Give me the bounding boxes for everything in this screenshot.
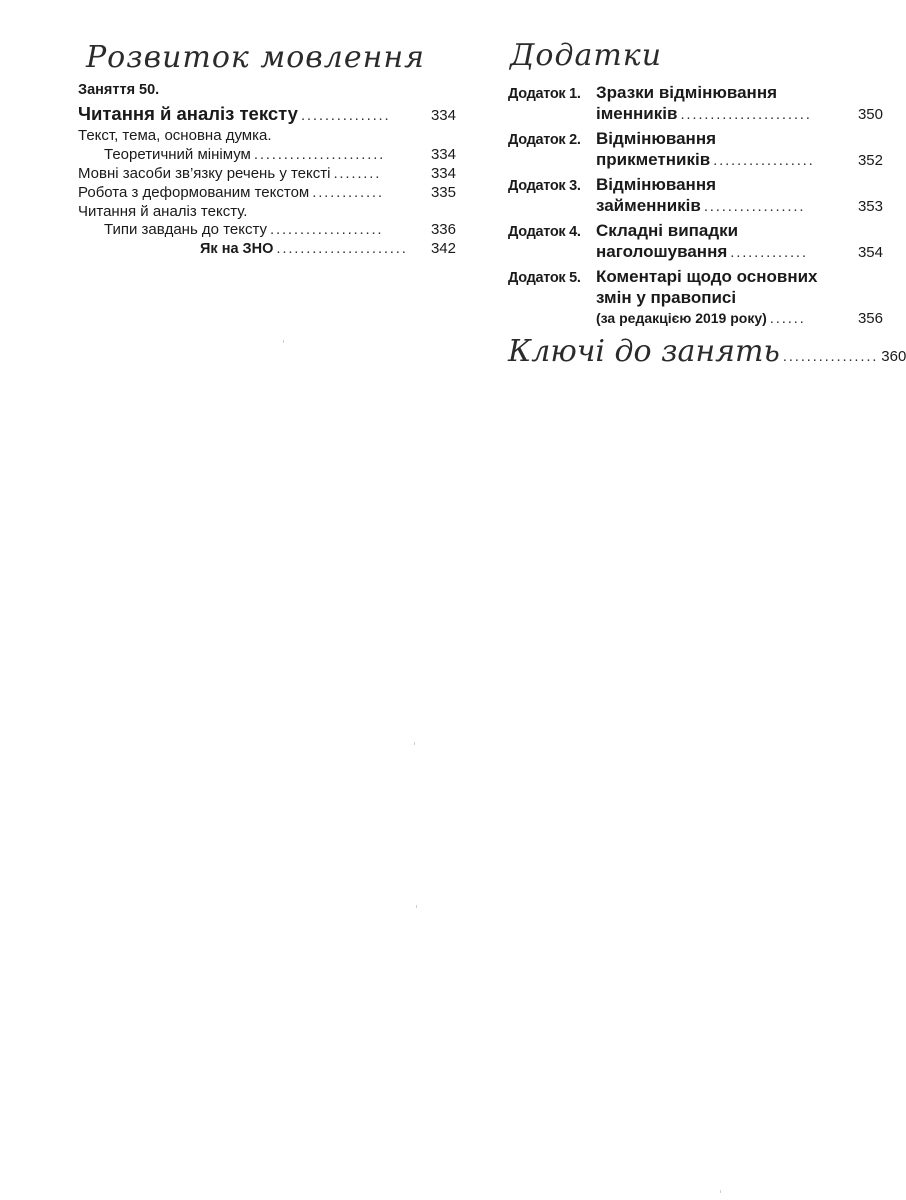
- toc-entry[interactable]: [78, 165, 456, 182]
- appendix-5-line1[interactable]: [508, 267, 883, 287]
- scan-speck: [283, 340, 284, 343]
- lesson-label: Заняття 50.: [78, 82, 160, 98]
- page-number: 334: [430, 146, 456, 163]
- toc-entry[interactable]: [78, 146, 456, 163]
- page-number: 356: [857, 310, 883, 327]
- page-number: 353: [857, 198, 883, 215]
- appendix-4-line2[interactable]: [508, 242, 883, 262]
- appendix-label: Додаток 4.: [508, 224, 581, 240]
- leader-dots: .............: [730, 244, 808, 261]
- scan-speck: [720, 1190, 721, 1193]
- scan-speck: [416, 905, 417, 908]
- leader-dots: ......: [769, 310, 806, 327]
- appendix-title-cont: змін у правописі: [596, 288, 737, 307]
- appendix-title-cont: наголошування: [596, 242, 728, 261]
- leader-dots: ...................: [270, 221, 384, 238]
- appendix-title: Відмінювання: [596, 175, 717, 194]
- appendix-1-line1[interactable]: [508, 83, 883, 103]
- toc-entry-keys[interactable]: [508, 334, 906, 369]
- toc-entry[interactable]: [78, 184, 456, 201]
- appendix-label: Додаток 3.: [508, 178, 581, 194]
- section-heading-appendices: Додатки: [510, 38, 663, 73]
- scan-speck: [414, 742, 415, 745]
- toc-subentry: [78, 127, 456, 144]
- appendix-title: Коментарі щодо основних: [596, 267, 818, 286]
- appendix-title: Зразки відмінювання: [596, 83, 778, 102]
- leader-dots: ................: [782, 348, 879, 365]
- appendix-5-line3[interactable]: [508, 310, 883, 327]
- toc-entry[interactable]: [78, 221, 456, 238]
- appendix-title: Складні випадки: [596, 221, 739, 240]
- page-number: 360: [881, 348, 906, 365]
- appendix-5-line2[interactable]: [508, 288, 883, 308]
- appendix-3-line1[interactable]: [508, 175, 883, 195]
- leader-dots: ......................: [680, 106, 812, 123]
- page-number: 350: [857, 106, 883, 123]
- toc-entry-lesson[interactable]: [78, 103, 456, 125]
- appendix-4-line1[interactable]: [508, 221, 883, 241]
- appendix-label: Додаток 1.: [508, 86, 581, 102]
- page-number: 342: [430, 240, 456, 257]
- entry-text: Як на ЗНО: [200, 241, 274, 257]
- appendix-title-cont: іменників: [596, 104, 678, 123]
- entry-text: Текст, тема, основна думка.: [78, 127, 272, 144]
- appendix-2-line2[interactable]: [508, 150, 883, 170]
- appendix-2-line1[interactable]: [508, 129, 883, 149]
- appendix-1-line2[interactable]: [508, 104, 883, 124]
- entry-text: Теоретичний мінімум: [104, 146, 251, 163]
- page-number: 354: [857, 244, 883, 261]
- appendix-subtitle: (за редакцією 2019 року): [596, 310, 767, 326]
- appendix-label: Додаток 2.: [508, 132, 581, 148]
- page-number: 352: [857, 152, 883, 169]
- page-number: 336: [430, 221, 456, 238]
- leader-dots: ......................: [253, 146, 386, 163]
- leader-dots: ............: [312, 184, 384, 201]
- leader-dots: ...............: [300, 107, 391, 124]
- page-number: 334: [430, 107, 456, 124]
- page-number: 334: [430, 165, 456, 182]
- appendix-title-cont: займенників: [596, 196, 701, 215]
- page-number: 335: [430, 184, 456, 201]
- leader-dots: .................: [703, 198, 806, 215]
- entry-text: Типи завдань до тексту: [104, 221, 268, 238]
- leader-dots: .................: [713, 152, 815, 169]
- toc-subentry: [78, 203, 456, 220]
- keys-heading: Ключі до занять: [508, 334, 780, 369]
- lesson-label-row: [78, 82, 456, 98]
- appendix-title-cont: прикметників: [596, 150, 711, 169]
- appendix-3-line2[interactable]: [508, 196, 883, 216]
- entry-text: Робота з деформованим текстом: [78, 184, 310, 201]
- entry-text: Читання й аналіз тексту.: [78, 203, 248, 220]
- section-heading-speech: Розвиток мовлення: [86, 40, 425, 75]
- appendix-title: Відмінювання: [596, 129, 717, 148]
- appendix-label: Додаток 5.: [508, 270, 581, 286]
- lesson-title: Читання й аналіз тексту: [78, 103, 298, 124]
- leader-dots: ........: [333, 165, 382, 182]
- entry-text: Мовні засоби зв’язку речень у тексті: [78, 165, 331, 182]
- toc-entry[interactable]: [78, 240, 456, 257]
- leader-dots: ......................: [276, 240, 408, 257]
